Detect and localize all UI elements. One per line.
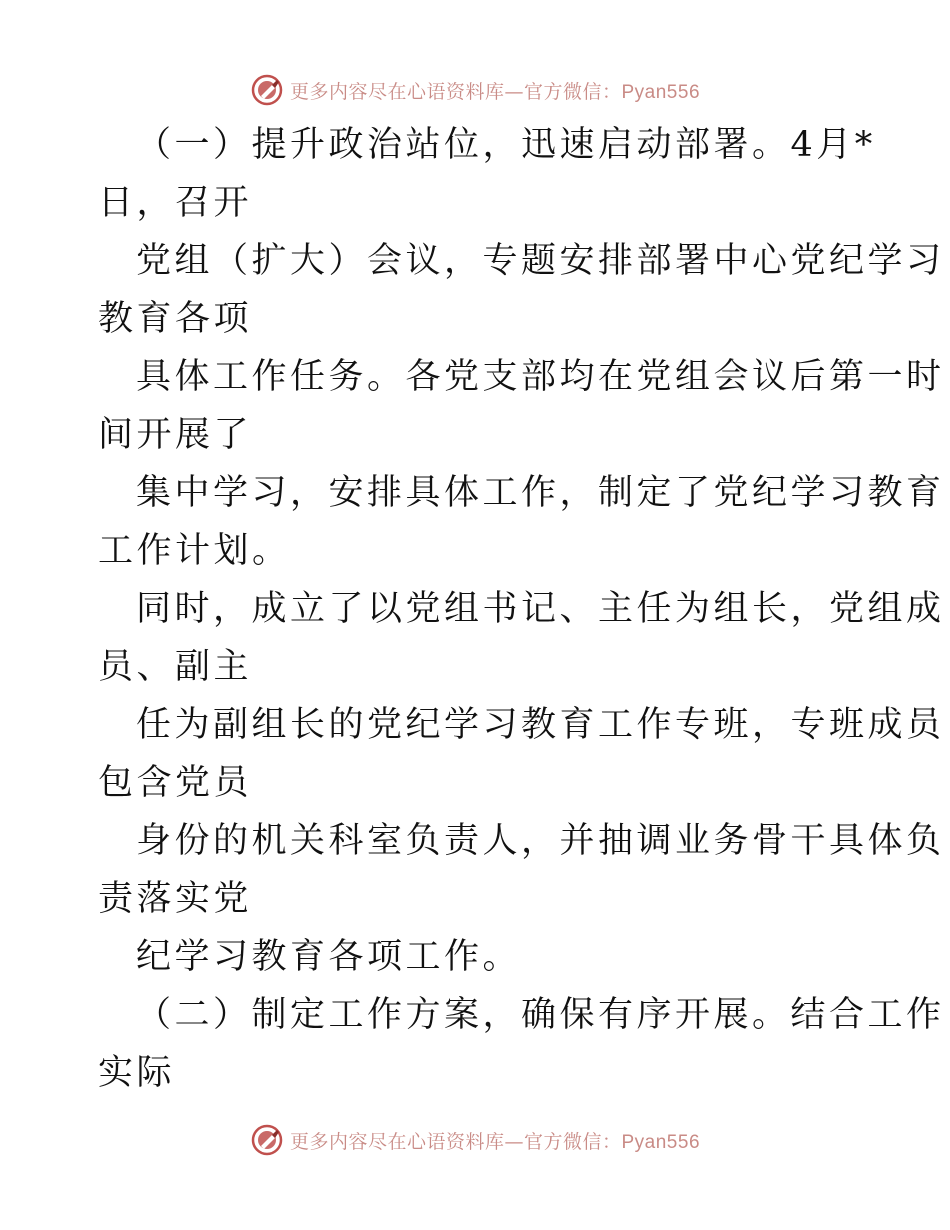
body-line: 任为副组长的党纪学习教育工作专班，专班成员 xyxy=(136,705,945,745)
body-line: 责落实党 xyxy=(98,879,253,919)
watermark-account: Pyan556 xyxy=(621,81,701,103)
body-line: 身份的机关科室负责人，并抽调业务骨干具体负 xyxy=(136,821,945,861)
watermark-account: Pyan556 xyxy=(621,1131,701,1153)
body-line: 包含党员 xyxy=(98,763,253,803)
body-line: 实际 xyxy=(98,1053,176,1093)
watermark-text xyxy=(290,77,700,104)
watermark-footer xyxy=(0,1120,950,1160)
body-line: 党组（扩大）会议，专题安排部署中心党纪学习 xyxy=(136,241,945,281)
body-line: 间开展了 xyxy=(98,415,253,455)
body-line: 教育各项 xyxy=(98,299,253,339)
body-line: 日，召开 xyxy=(98,183,253,223)
body-line: 集中学习，安排具体工作，制定了党纪学习教育 xyxy=(136,473,945,513)
pen-nib-logo-icon xyxy=(250,1123,284,1157)
body-line: （一）提升政治站位，迅速启动部署。4月* xyxy=(136,125,876,165)
body-line: （二）制定工作方案，确保有序开展。结合工作 xyxy=(136,995,945,1035)
watermark-slogan: 更多内容尽在心语资料库—官方微信： xyxy=(289,1130,622,1153)
body-line: 具体工作任务。各党支部均在党组会议后第一时 xyxy=(136,357,945,397)
body-line: 纪学习教育各项工作。 xyxy=(136,937,522,977)
watermark-header xyxy=(0,70,950,110)
body-line: 同时，成立了以党组书记、主任为组长，党组成 xyxy=(136,589,945,629)
body-line: 工作计划。 xyxy=(98,531,291,571)
pen-nib-logo-icon xyxy=(250,73,284,107)
watermark-text xyxy=(290,1127,700,1154)
body-line: 员、副主 xyxy=(98,647,253,687)
watermark-slogan: 更多内容尽在心语资料库—官方微信： xyxy=(289,80,622,103)
